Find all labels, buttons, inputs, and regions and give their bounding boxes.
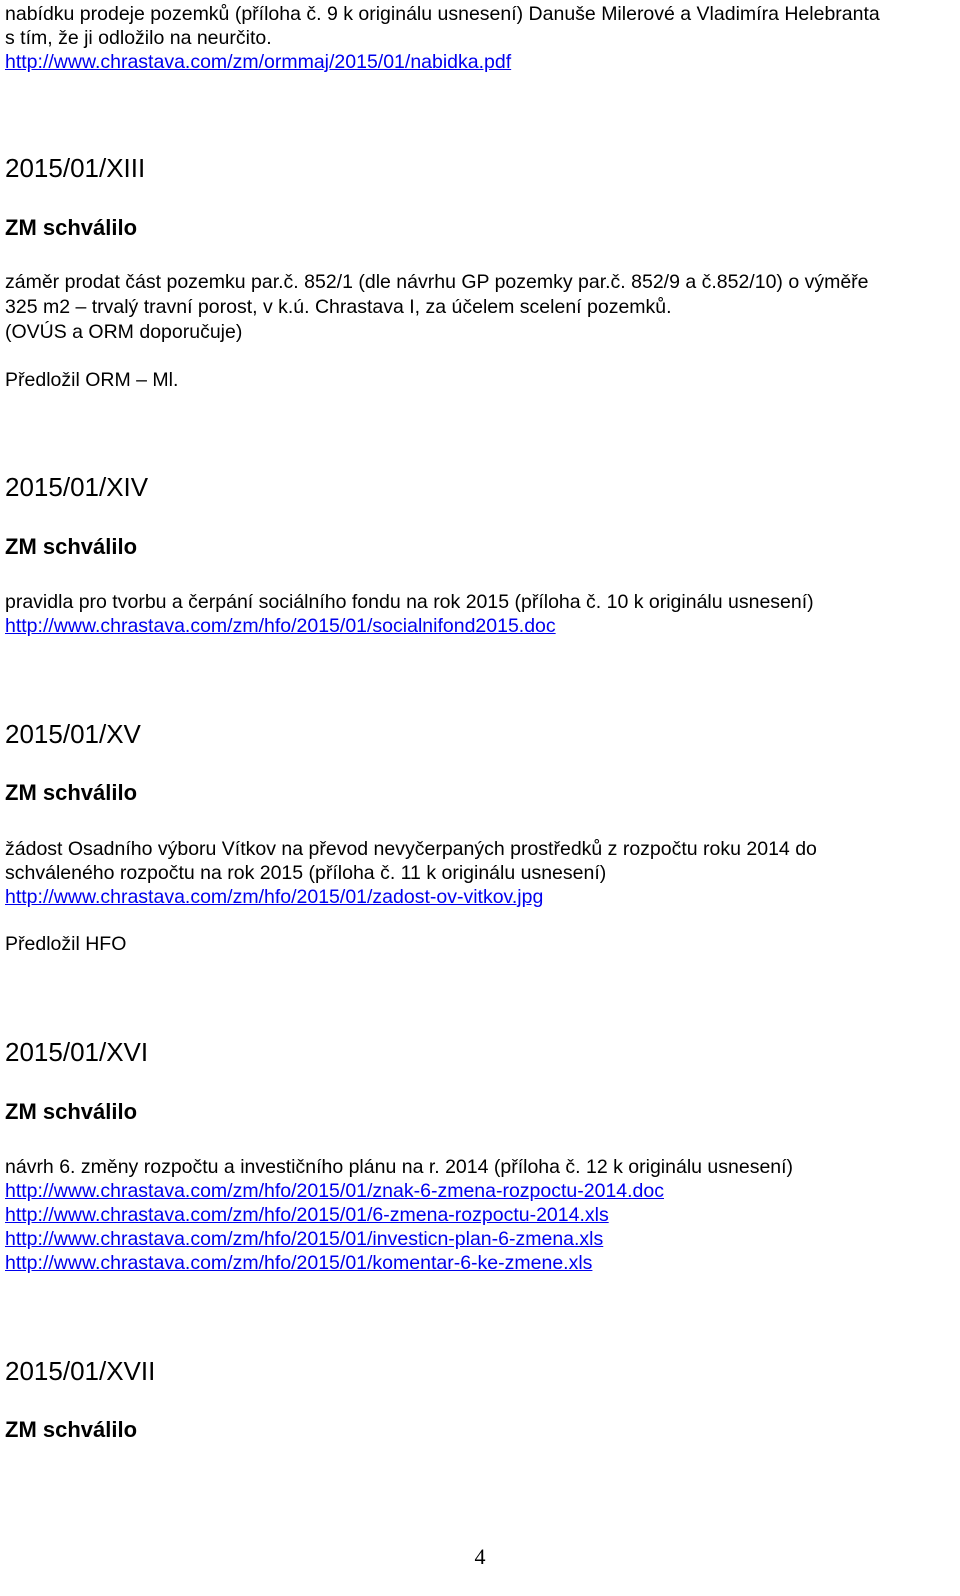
section-xvi-line-1: návrh 6. změny rozpočtu a investičního plánu na r. 2014 (příloha č. 12 k originálu usnesení) bbox=[5, 1156, 794, 1178]
section-status-xvii: ZM schválilo bbox=[5, 1417, 138, 1442]
section-xiii-line-3: (OVÚS a ORM doporučuje) bbox=[5, 321, 243, 343]
section-xvi-link-4[interactable]: http://www.chrastava.com/zm/hfo/2015/01/komentar-6-ke-zmene.xls bbox=[5, 1252, 593, 1274]
section-xv-submitted: Předložil HFO bbox=[5, 933, 127, 955]
section-status-xiv: ZM schválilo bbox=[5, 534, 138, 559]
section-status-xiii: ZM schválilo bbox=[5, 215, 138, 240]
section-xiii-submitted: Předložil ORM – Ml. bbox=[5, 369, 179, 391]
section-xv-link-1[interactable]: http://www.chrastava.com/zm/hfo/2015/01/zadost-ov-vitkov.jpg bbox=[5, 886, 544, 908]
section-xvi-link-3[interactable]: http://www.chrastava.com/zm/hfo/2015/01/investicn-plan-6-zmena.xls bbox=[5, 1228, 604, 1250]
section-heading-xv: 2015/01/XV bbox=[5, 719, 141, 749]
section-xiii-line-2: 325 m2 – trvalý travní porost, v k.ú. Chrastava I, za účelem scelení pozemků. bbox=[5, 296, 672, 318]
section-heading-xvii: 2015/01/XVII bbox=[5, 1356, 156, 1386]
section-status-xvi: ZM schválilo bbox=[5, 1099, 138, 1124]
section-xiv-line-1: pravidla pro tvorbu a čerpání sociálního fondu na rok 2015 (příloha č. 10 k originálu usnesení) bbox=[5, 591, 814, 613]
section-xv-line-1: žádost Osadního výboru Vítkov na převod nevyčerpaných prostředků z rozpočtu roku 2014 do bbox=[5, 838, 817, 860]
intro-line-2: s tím, že ji odložilo na neurčito. bbox=[5, 27, 272, 49]
section-heading-xiii: 2015/01/XIII bbox=[5, 153, 146, 183]
section-status-xv: ZM schválilo bbox=[5, 780, 138, 805]
page-number: 4 bbox=[474, 1544, 486, 1569]
section-xvi-link-2[interactable]: http://www.chrastava.com/zm/hfo/2015/01/6-zmena-rozpoctu-2014.xls bbox=[5, 1204, 609, 1226]
section-heading-xvi: 2015/01/XVI bbox=[5, 1037, 149, 1067]
intro-line-1: nabídku prodeje pozemků (příloha č. 9 k originálu usnesení) Danuše Milerové a Vladimíra Helebranta bbox=[5, 3, 880, 25]
section-xiv-link-1[interactable]: http://www.chrastava.com/zm/hfo/2015/01/socialnifond2015.doc bbox=[5, 615, 556, 637]
section-xv-line-2: schváleného rozpočtu na rok 2015 (příloha č. 11 k originálu usnesení) bbox=[5, 862, 607, 884]
section-heading-xiv: 2015/01/XIV bbox=[5, 472, 149, 502]
intro-link[interactable]: http://www.chrastava.com/zm/ormmaj/2015/01/nabidka.pdf bbox=[5, 51, 512, 73]
section-xvi-link-1[interactable]: http://www.chrastava.com/zm/hfo/2015/01/znak-6-zmena-rozpoctu-2014.doc bbox=[5, 1180, 664, 1202]
section-xiii-line-1: záměr prodat část pozemku par.č. 852/1 (dle návrhu GP pozemky par.č. 852/9 a č.852/10) o výměře bbox=[5, 271, 869, 293]
